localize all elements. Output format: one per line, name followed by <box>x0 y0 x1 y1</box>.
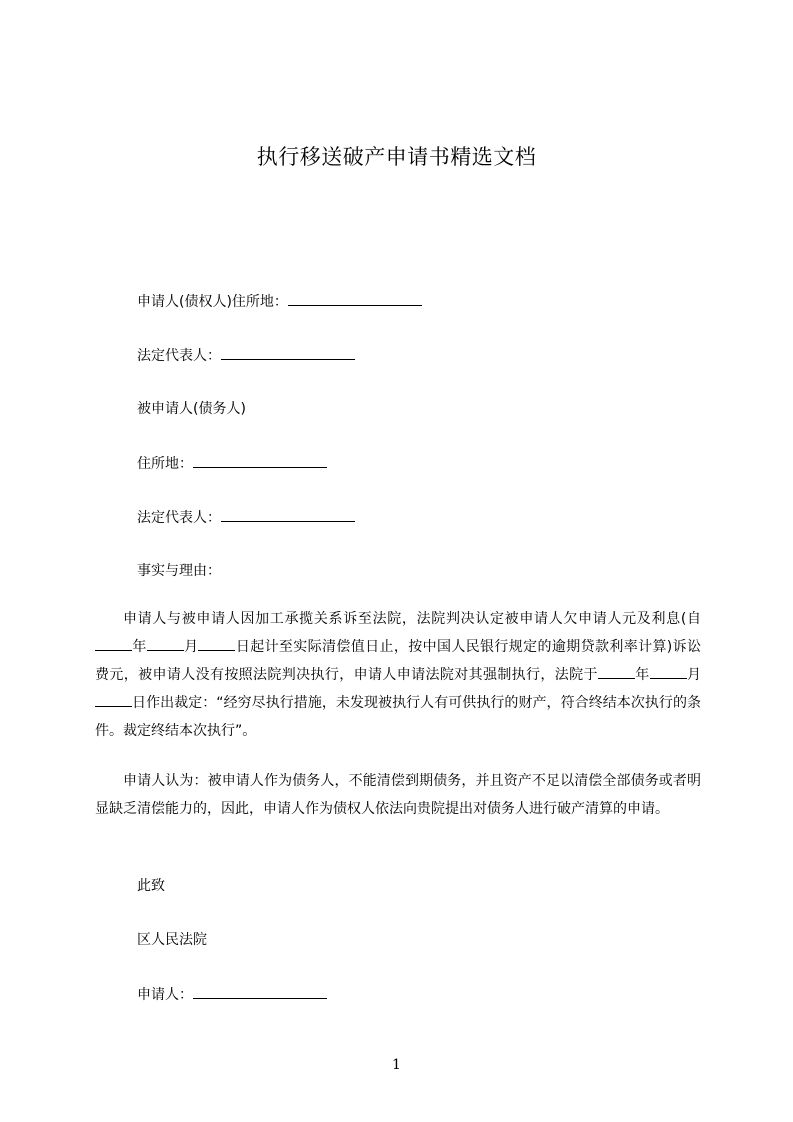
facts-paragraph <box>95 605 701 745</box>
year-word: 年 <box>132 639 147 655</box>
respondent-legal-rep-label: 法定代表人： <box>137 510 221 526</box>
applicant-legal-rep-blank <box>221 345 355 360</box>
facts-heading: 事实与理由： <box>137 563 221 579</box>
ruling-month-word: 月 <box>686 667 702 683</box>
applicant-address-line <box>137 291 422 312</box>
respondent-legal-rep-blank <box>221 507 355 522</box>
month-word: 月 <box>183 639 199 655</box>
signature-label: 申请人： <box>137 987 193 1003</box>
document-title: 执行移送破产申请书精选文档 <box>256 145 537 169</box>
respondent-address-label: 住所地： <box>137 456 193 472</box>
para1-part3: 日作出裁定：“经穷尽执行措施，未发现被执行人有可供执行的财产，符合终结本次执行的条件。裁定终结本次执行”。 <box>95 695 701 739</box>
signature-blank <box>193 984 327 999</box>
salutation-line <box>137 876 165 896</box>
applicant-address-label: 申请人(债权人)住所地： <box>137 294 288 310</box>
court-name: 区人民法院 <box>137 932 207 948</box>
opinion-paragraph <box>95 767 701 823</box>
facts-heading-line <box>137 561 221 581</box>
court-line <box>137 930 207 950</box>
para1-part1: 申请人与被申请人因加工承揽关系诉至法院，法院判决认定被申请人欠申请人元及利息(自 <box>123 611 701 627</box>
page-number: 1 <box>392 1057 401 1073</box>
respondent-label: 被申请人(债务人) <box>137 401 246 417</box>
para1-part2: 日起计至实际清偿值日止，按中国人民银行规定的逾期贷款利率计算)诉讼费元，被申请人没有按照法院判决执行，申请人申请法院对其强制执行，法院于 <box>95 639 701 683</box>
respondent-legal-rep-line <box>137 507 355 528</box>
ruling-year-blank <box>598 665 635 679</box>
opinion-text: 申请人认为：被申请人作为债务人，不能清偿到期债务，并且资产不足以清偿全部债务或者明显缺乏清偿能力的，因此，申请人作为债权人依法向贵院提出对债务人进行破产清算的申请。 <box>95 773 701 817</box>
respondent-address-line <box>137 453 327 474</box>
ruling-month-blank <box>650 665 687 679</box>
year-blank <box>95 637 132 651</box>
signature-line <box>137 984 327 1005</box>
respondent-address-blank <box>193 453 327 468</box>
day-blank <box>198 637 235 651</box>
ruling-day-blank <box>95 693 132 707</box>
salutation: 此致 <box>137 878 165 894</box>
applicant-address-blank <box>288 291 422 306</box>
ruling-year-word: 年 <box>634 667 650 683</box>
month-blank <box>147 637 184 651</box>
applicant-legal-rep-label: 法定代表人： <box>137 348 221 364</box>
respondent-line <box>137 399 246 419</box>
applicant-legal-rep-line <box>137 345 355 366</box>
